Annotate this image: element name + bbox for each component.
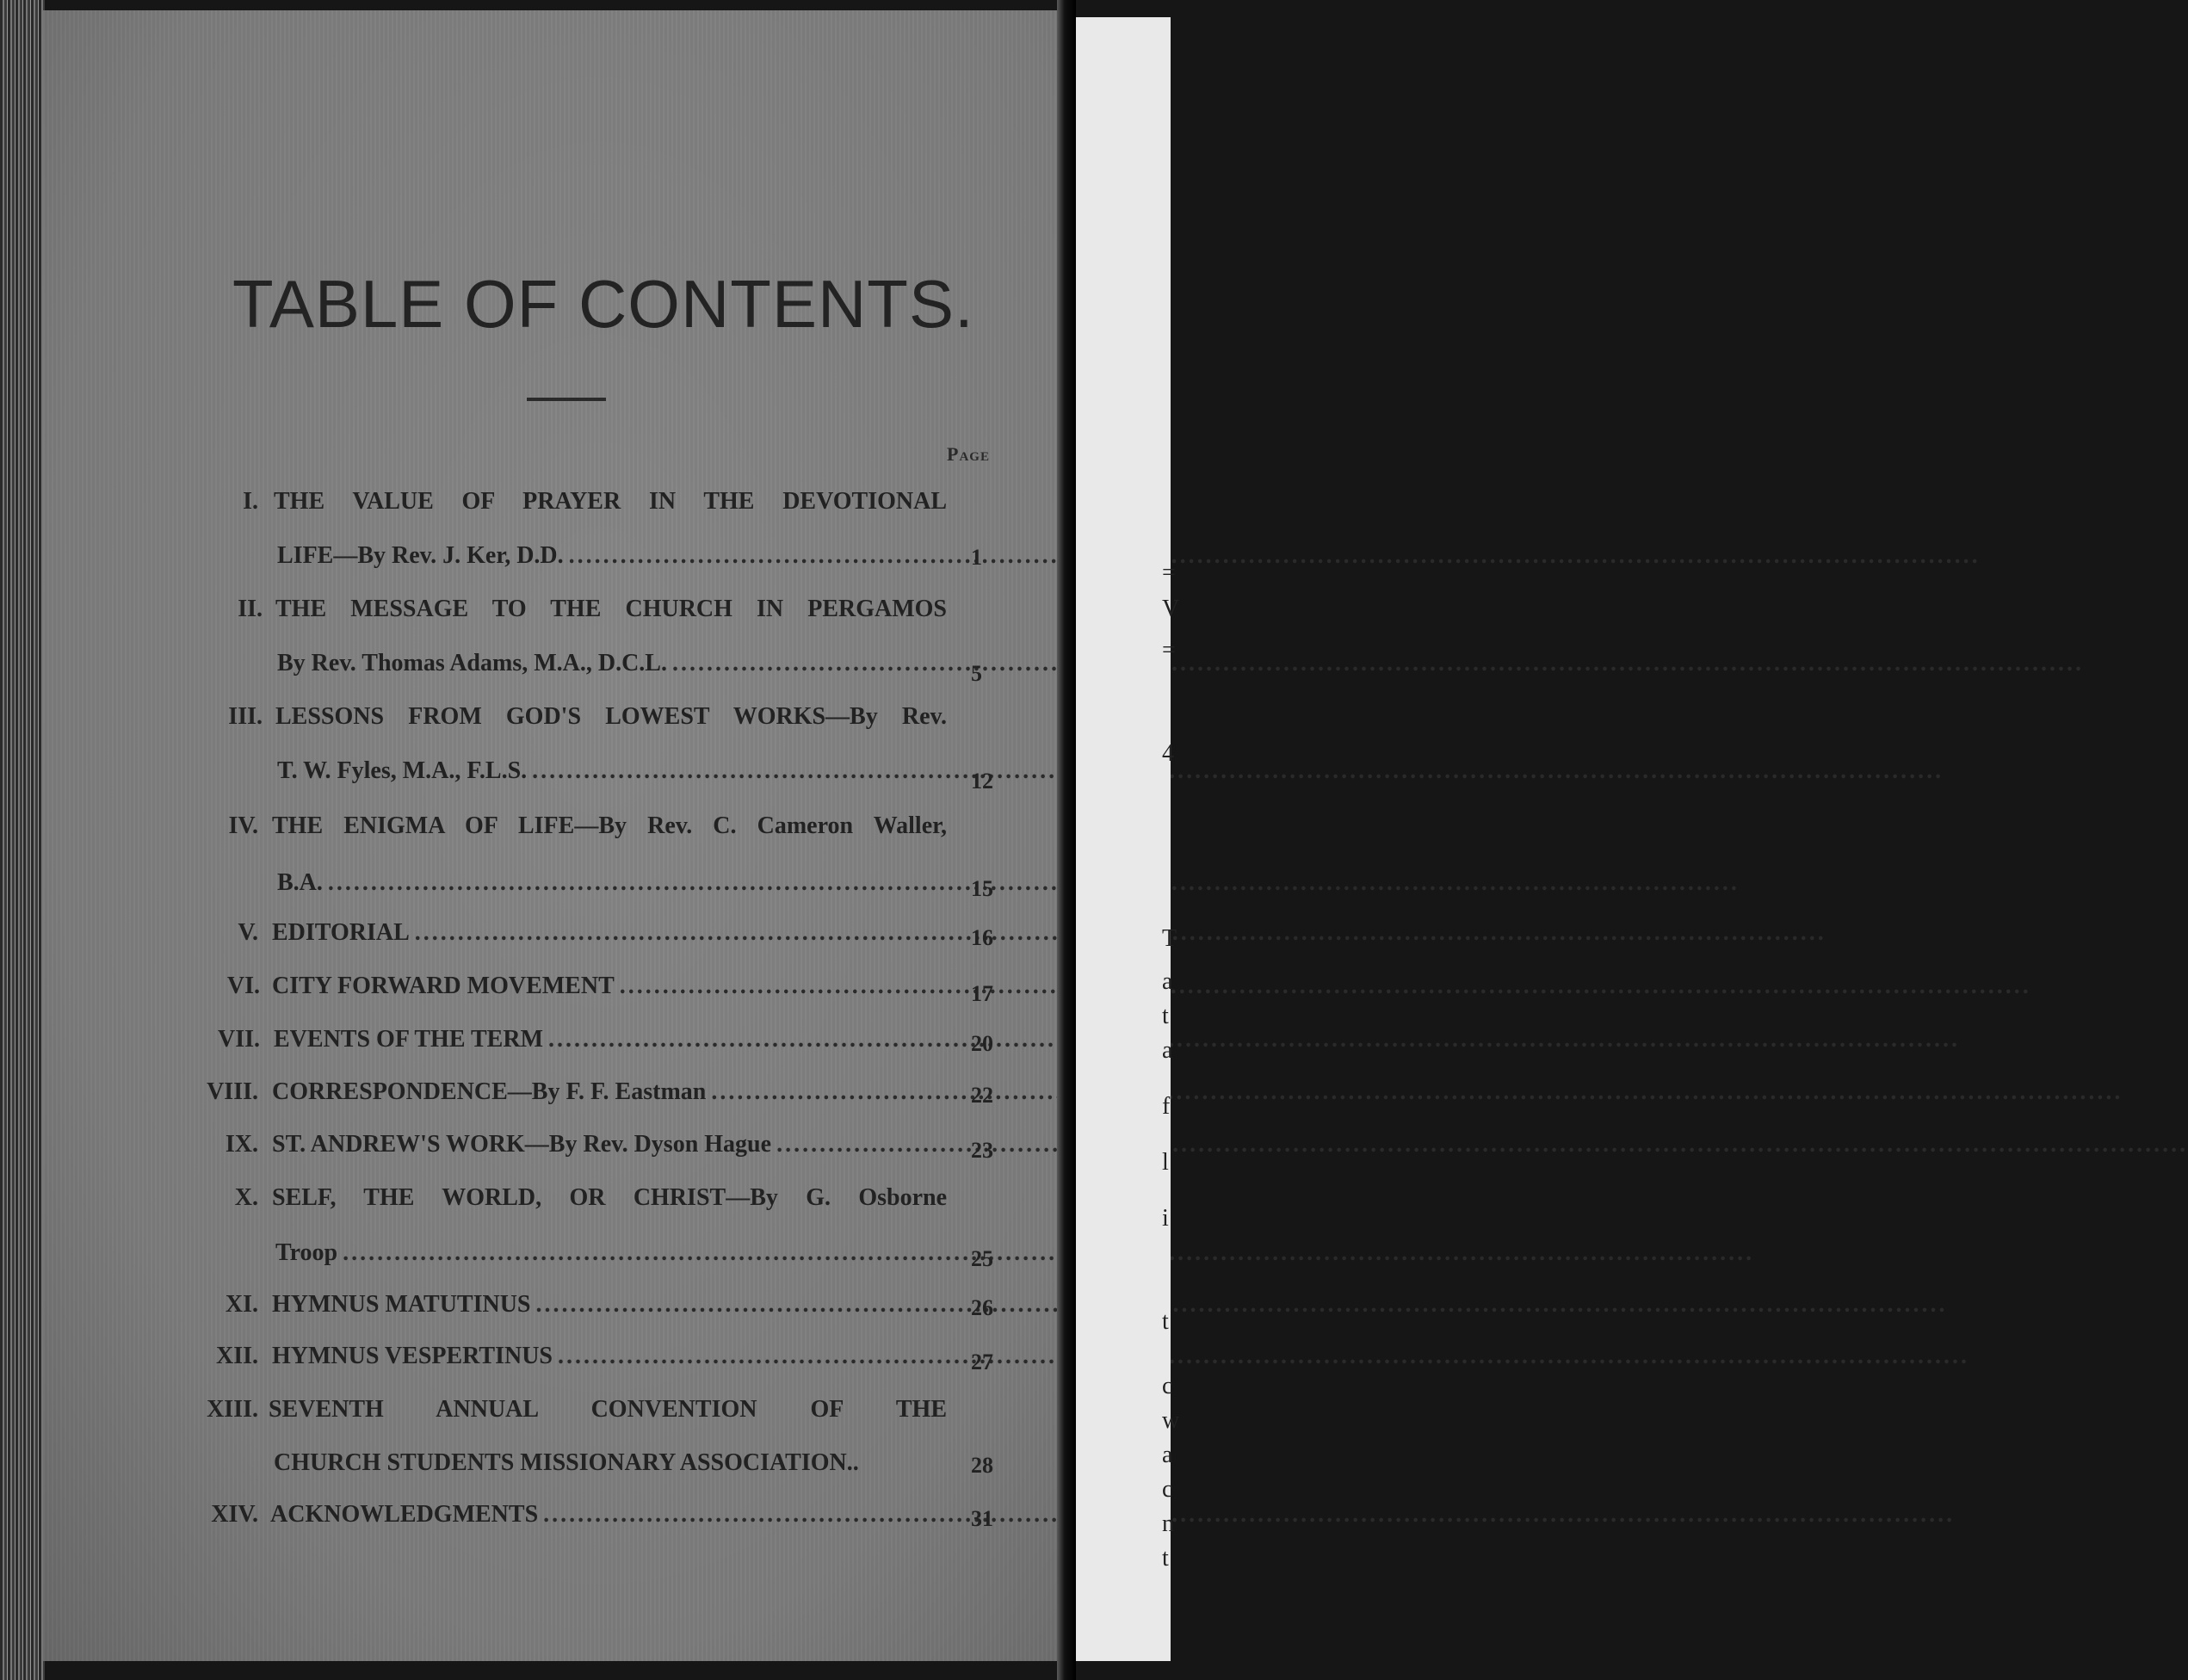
leader-dots xyxy=(711,1078,2123,1106)
leader-dots xyxy=(343,1239,1754,1267)
entry-number: IV. xyxy=(228,812,258,839)
entry-number: VIII. xyxy=(207,1078,258,1105)
entry-leader xyxy=(272,973,947,1000)
entry-number: XIII. xyxy=(207,1396,258,1423)
facing-text-fragment: c xyxy=(1162,1476,1173,1503)
entry-title-line1: THE MESSAGE TO THE CHURCH IN PERGAMOS xyxy=(275,596,947,622)
facing-text-fragment: 4 xyxy=(1162,740,1174,767)
facing-text-fragment: T xyxy=(1162,925,1177,952)
entry-page: 15 xyxy=(971,876,993,901)
entry-number: XIV. xyxy=(211,1501,258,1528)
entry-leader xyxy=(270,1501,947,1529)
leader-dots xyxy=(536,1291,1948,1319)
entry-title-line1: CORRESPONDENCE—By F. F. Eastman xyxy=(272,1078,707,1105)
leader-dots xyxy=(558,1343,1969,1370)
leader-dots xyxy=(548,1026,1960,1053)
entry-number: XII. xyxy=(215,1343,258,1369)
facing-text-fragment: l xyxy=(1162,1149,1169,1176)
entry-title-line1: ACKNOWLEDGMENTS xyxy=(270,1501,539,1528)
entry-page: 20 xyxy=(971,1031,993,1056)
facing-text-fragment: = xyxy=(1162,637,1176,664)
book-gutter xyxy=(1057,0,1076,1680)
entry-number: VI. xyxy=(226,973,260,999)
leader-dots xyxy=(569,542,1981,570)
entry-title-line1: EDITORIAL xyxy=(272,919,410,946)
entry-title-line1: EVENTS OF THE TERM xyxy=(274,1026,544,1053)
facing-text-fragment: = xyxy=(1162,559,1176,586)
facing-text-fragment: V xyxy=(1162,596,1180,622)
entry-leader xyxy=(277,650,947,677)
entry-title-line2: LIFE—By Rev. J. Ker, D.D. xyxy=(277,542,564,569)
entry-title-line2: By Rev. Thomas Adams, M.A., D.C.L. xyxy=(277,650,667,676)
entry-number: XI. xyxy=(225,1291,258,1318)
entry-title-line2: B.A. xyxy=(277,869,323,896)
leader-dots xyxy=(672,650,2084,677)
leader-dots xyxy=(543,1501,1955,1529)
entry-page: 22 xyxy=(971,1083,993,1108)
entry-page: 25 xyxy=(971,1246,993,1271)
title-rule xyxy=(527,398,606,401)
entry-page: 27 xyxy=(971,1350,993,1374)
entry-leader xyxy=(272,1291,947,1319)
facing-text-fragment: a xyxy=(1162,968,1173,995)
entry-title-line1: HYMNUS VESPERTINUS xyxy=(272,1343,553,1369)
entry-leader xyxy=(277,757,947,785)
entry-leader xyxy=(272,919,947,947)
entry-page: 26 xyxy=(971,1295,993,1320)
entry-leader xyxy=(274,1026,947,1053)
leader-dots xyxy=(328,869,1740,897)
entry-leader xyxy=(272,1343,947,1370)
entry-page: 1 xyxy=(971,545,982,570)
entry-leader xyxy=(277,869,947,897)
facing-text-fragment: a xyxy=(1162,1037,1173,1064)
entry-title-line1: THE VALUE OF PRAYER IN THE DEVOTIONAL xyxy=(274,488,947,515)
facing-text-fragment: i xyxy=(1162,1205,1169,1232)
facing-text-fragment: a xyxy=(1162,1442,1173,1468)
facing-page-sliver xyxy=(1076,17,1180,1661)
facing-text-fragment: f xyxy=(1162,1093,1171,1120)
facing-text-fragment: w xyxy=(1162,1407,1180,1434)
entry-title-line1: THE ENIGMA OF LIFE—By Rev. C. Cameron Waller, xyxy=(272,812,947,839)
entry-number: VII. xyxy=(217,1026,260,1053)
entry-leader xyxy=(272,1078,947,1106)
entry-page: 31 xyxy=(971,1506,993,1531)
facing-text-fragment: t xyxy=(1162,1545,1169,1572)
entry-title-line1: HYMNUS MATUTINUS xyxy=(272,1291,531,1318)
entry-number: IX. xyxy=(225,1131,258,1158)
leader-dots xyxy=(532,757,1944,785)
entry-title-line1: LESSONS FROM GOD'S LOWEST WORKS—By Rev. xyxy=(275,703,947,730)
entry-title-line1: SELF, THE WORLD, OR CHRIST—By G. Osborne xyxy=(272,1184,947,1211)
facing-text-fragment: t xyxy=(1162,1308,1169,1335)
entry-page: 28 xyxy=(971,1453,993,1478)
entry-title-line1: CITY FORWARD MOVEMENT xyxy=(272,973,615,999)
entry-page: 17 xyxy=(971,981,993,1006)
entry-title-line1: SEVENTH ANNUAL CONVENTION OF THE xyxy=(269,1396,947,1423)
entry-number: I. xyxy=(243,488,258,515)
book-page-edge xyxy=(0,0,45,1680)
entry-page: 16 xyxy=(971,925,993,950)
entry-number: X. xyxy=(234,1184,258,1211)
entry-title-line1: ST. ANDREW'S WORK—By Rev. Dyson Hague xyxy=(272,1131,772,1158)
facing-text-fragment: c xyxy=(1162,1373,1173,1399)
entry-page: 23 xyxy=(971,1138,993,1163)
entry-number: III. xyxy=(228,703,263,730)
entry-leader xyxy=(277,542,947,570)
entry-title-line2: Troop xyxy=(275,1239,338,1266)
page-title: TABLE OF CONTENTS. xyxy=(232,266,974,342)
facing-text-fragment: t xyxy=(1162,1003,1169,1029)
entry-leader xyxy=(275,1239,947,1267)
facing-text-fragment: n xyxy=(1162,1510,1174,1537)
entry-page: 5 xyxy=(971,661,982,686)
entry-title-line2: CHURCH STUDENTS MISSIONARY ASSOCIATION.. xyxy=(274,1449,859,1476)
entry-number: V. xyxy=(238,919,258,946)
entry-leader xyxy=(272,1131,947,1158)
entry-title-line2: T. W. Fyles, M.A., F.L.S. xyxy=(277,757,528,784)
leader-dots xyxy=(620,973,2031,1000)
entry-number: II. xyxy=(238,596,263,622)
page-column-label: Page xyxy=(947,443,990,465)
entry-page: 12 xyxy=(971,769,993,794)
